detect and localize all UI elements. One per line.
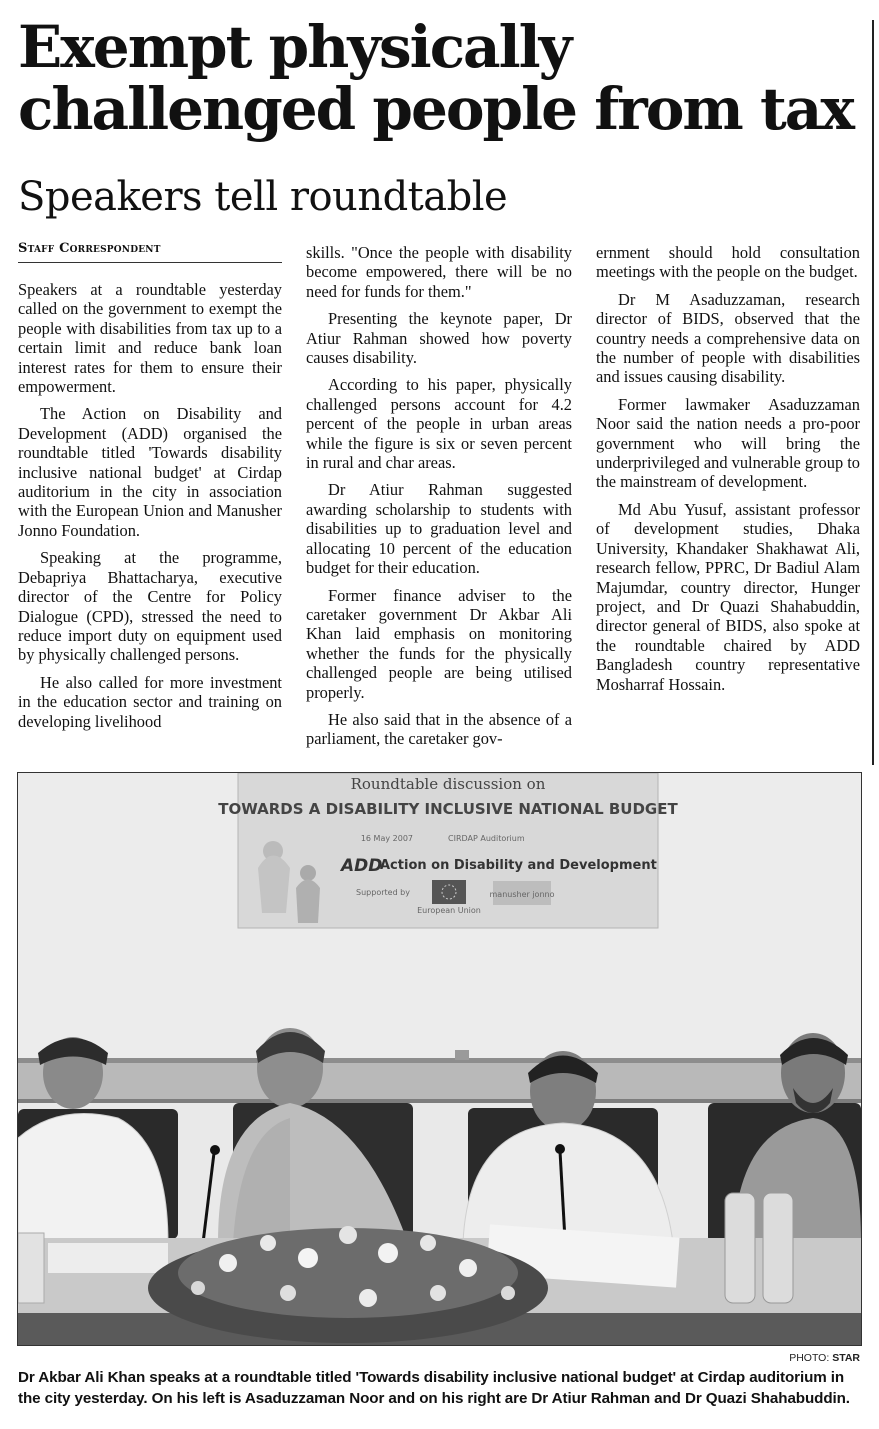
- paragraph: Speaking at the programme, Debapriya Bhattacharya, executive director of the Centre for Policy Dialogue (CPD), stressed the need to reduce import duty on equipment used by physically challenged persons.: [18, 548, 282, 665]
- paragraph: ernment should hold consultation meetings with the people on the budget.: [596, 243, 860, 282]
- headline: Exempt physically challenged people from tax: [18, 13, 853, 143]
- banner-org-name: Action on Disability and Development: [380, 858, 657, 873]
- event-banner: [218, 773, 678, 928]
- paragraph: Former finance adviser to the caretaker government Dr Akbar Ali Khan laid emphasis on monitoring whether the funds for the physically challenged people are being utilised properly.: [306, 585, 572, 702]
- glass: [18, 1233, 44, 1303]
- photo-caption: Dr Akbar Ali Khan speaks at a roundtable titled 'Towards disability inclusive national budget' at Cirdap auditorium in the city yesterday. On his left is Asaduzzaman Noor and on his right are Dr Atiur Rahman and Dr Quazi Shahabuddin.: [18, 1369, 850, 1407]
- paragraph: Presenting the keynote paper, Dr Atiur Rahman showed how poverty causes disability.: [306, 309, 572, 368]
- column-rule: [872, 20, 874, 765]
- paragraph: According to his paper, physically challenged persons account for 4.2 percent of the people in urban areas while the figure is six or seven percent in rural and char areas.: [306, 375, 572, 473]
- article-column-3: [596, 243, 860, 702]
- photo-credit-prefix: PHOTO:: [789, 1352, 833, 1364]
- banner-line-2: TOWARDS A DISABILITY INCLUSIVE NATIONAL BUDGET: [218, 800, 678, 818]
- water-bottle: [725, 1193, 755, 1303]
- paragraph: Dr Atiur Rahman suggested awarding scholarship to students with disabilities up to graduation level and allocating 10 percent of the education budget for their education.: [306, 480, 572, 578]
- banner-date: 16 May 2007: [360, 834, 413, 843]
- banner-venue: CIRDAP Auditorium: [448, 834, 525, 843]
- paragraph: Speakers at a roundtable yesterday called on the government to exempt the people with disabilities from tax up to a certain limit and reduce bank loan interest rates for them to ensure their empowerment.: [18, 280, 282, 397]
- paragraph: He also said that in the absence of a parliament, the caretaker gov-: [306, 709, 572, 749]
- photo-credit-name: STAR: [832, 1352, 860, 1364]
- article-column-2: [306, 243, 572, 757]
- papers: [48, 1243, 168, 1273]
- water-bottle: [763, 1193, 793, 1303]
- paragraph: The Action on Disability and Development (ADD) organised the roundtable titled 'Towards disability inclusive national budget' at Cirdap auditorium in the city in association with the European Union and Manusher Jonno Foundation.: [18, 404, 282, 540]
- wall-outlet: [455, 1050, 469, 1060]
- banner-sponsor-1: European Union: [417, 906, 481, 915]
- news-photo: [17, 772, 862, 1346]
- byline: Staff Correspondent: [18, 241, 161, 256]
- marble-panel: [18, 1061, 861, 1101]
- paragraph: Dr M Asaduzzaman, research director of BIDS, observed that the country needs a comprehensive data on the number of people with disabilities and issues causing disability.: [596, 289, 860, 387]
- photo-illustration: [18, 773, 861, 1345]
- banner-supported-by: Supported by: [356, 888, 410, 897]
- eu-flag-icon: [432, 880, 466, 904]
- add-logo: ADD: [341, 856, 383, 876]
- banner-sponsor-2: manusher jonno: [489, 890, 555, 899]
- byline-rule: [18, 262, 282, 263]
- banner-line-1: Roundtable discussion on: [350, 775, 546, 793]
- paragraph: Former lawmaker Asaduzzaman Noor said the nation needs a pro-poor government who will bring the underprivileged and vulnerable group to the mainstream of development.: [596, 394, 860, 492]
- photo-credit: [700, 1352, 860, 1364]
- microphone: [203, 1153, 214, 1243]
- paragraph: skills. "Once the people with disability become empowered, there will be no need for funds for them.": [306, 243, 572, 301]
- paragraph: Md Abu Yusuf, assistant professor of development studies, Dhaka University, Khandaker Shakhawat Ali, research fellow, PPRC, Dr Badiul Alam Majumdar, country director, Hunger project, and Dr Quazi Shahabuddin, director general of BIDS, also spoke at the roundtable chaired by ADD Bangladesh country representative Mosharraf Hossain.: [596, 499, 860, 694]
- article-column-1: [18, 280, 282, 739]
- paragraph: He also called for more investment in the education sector and training on developing livelihood: [18, 672, 282, 731]
- subheadline: Speakers tell roundtable: [18, 174, 508, 220]
